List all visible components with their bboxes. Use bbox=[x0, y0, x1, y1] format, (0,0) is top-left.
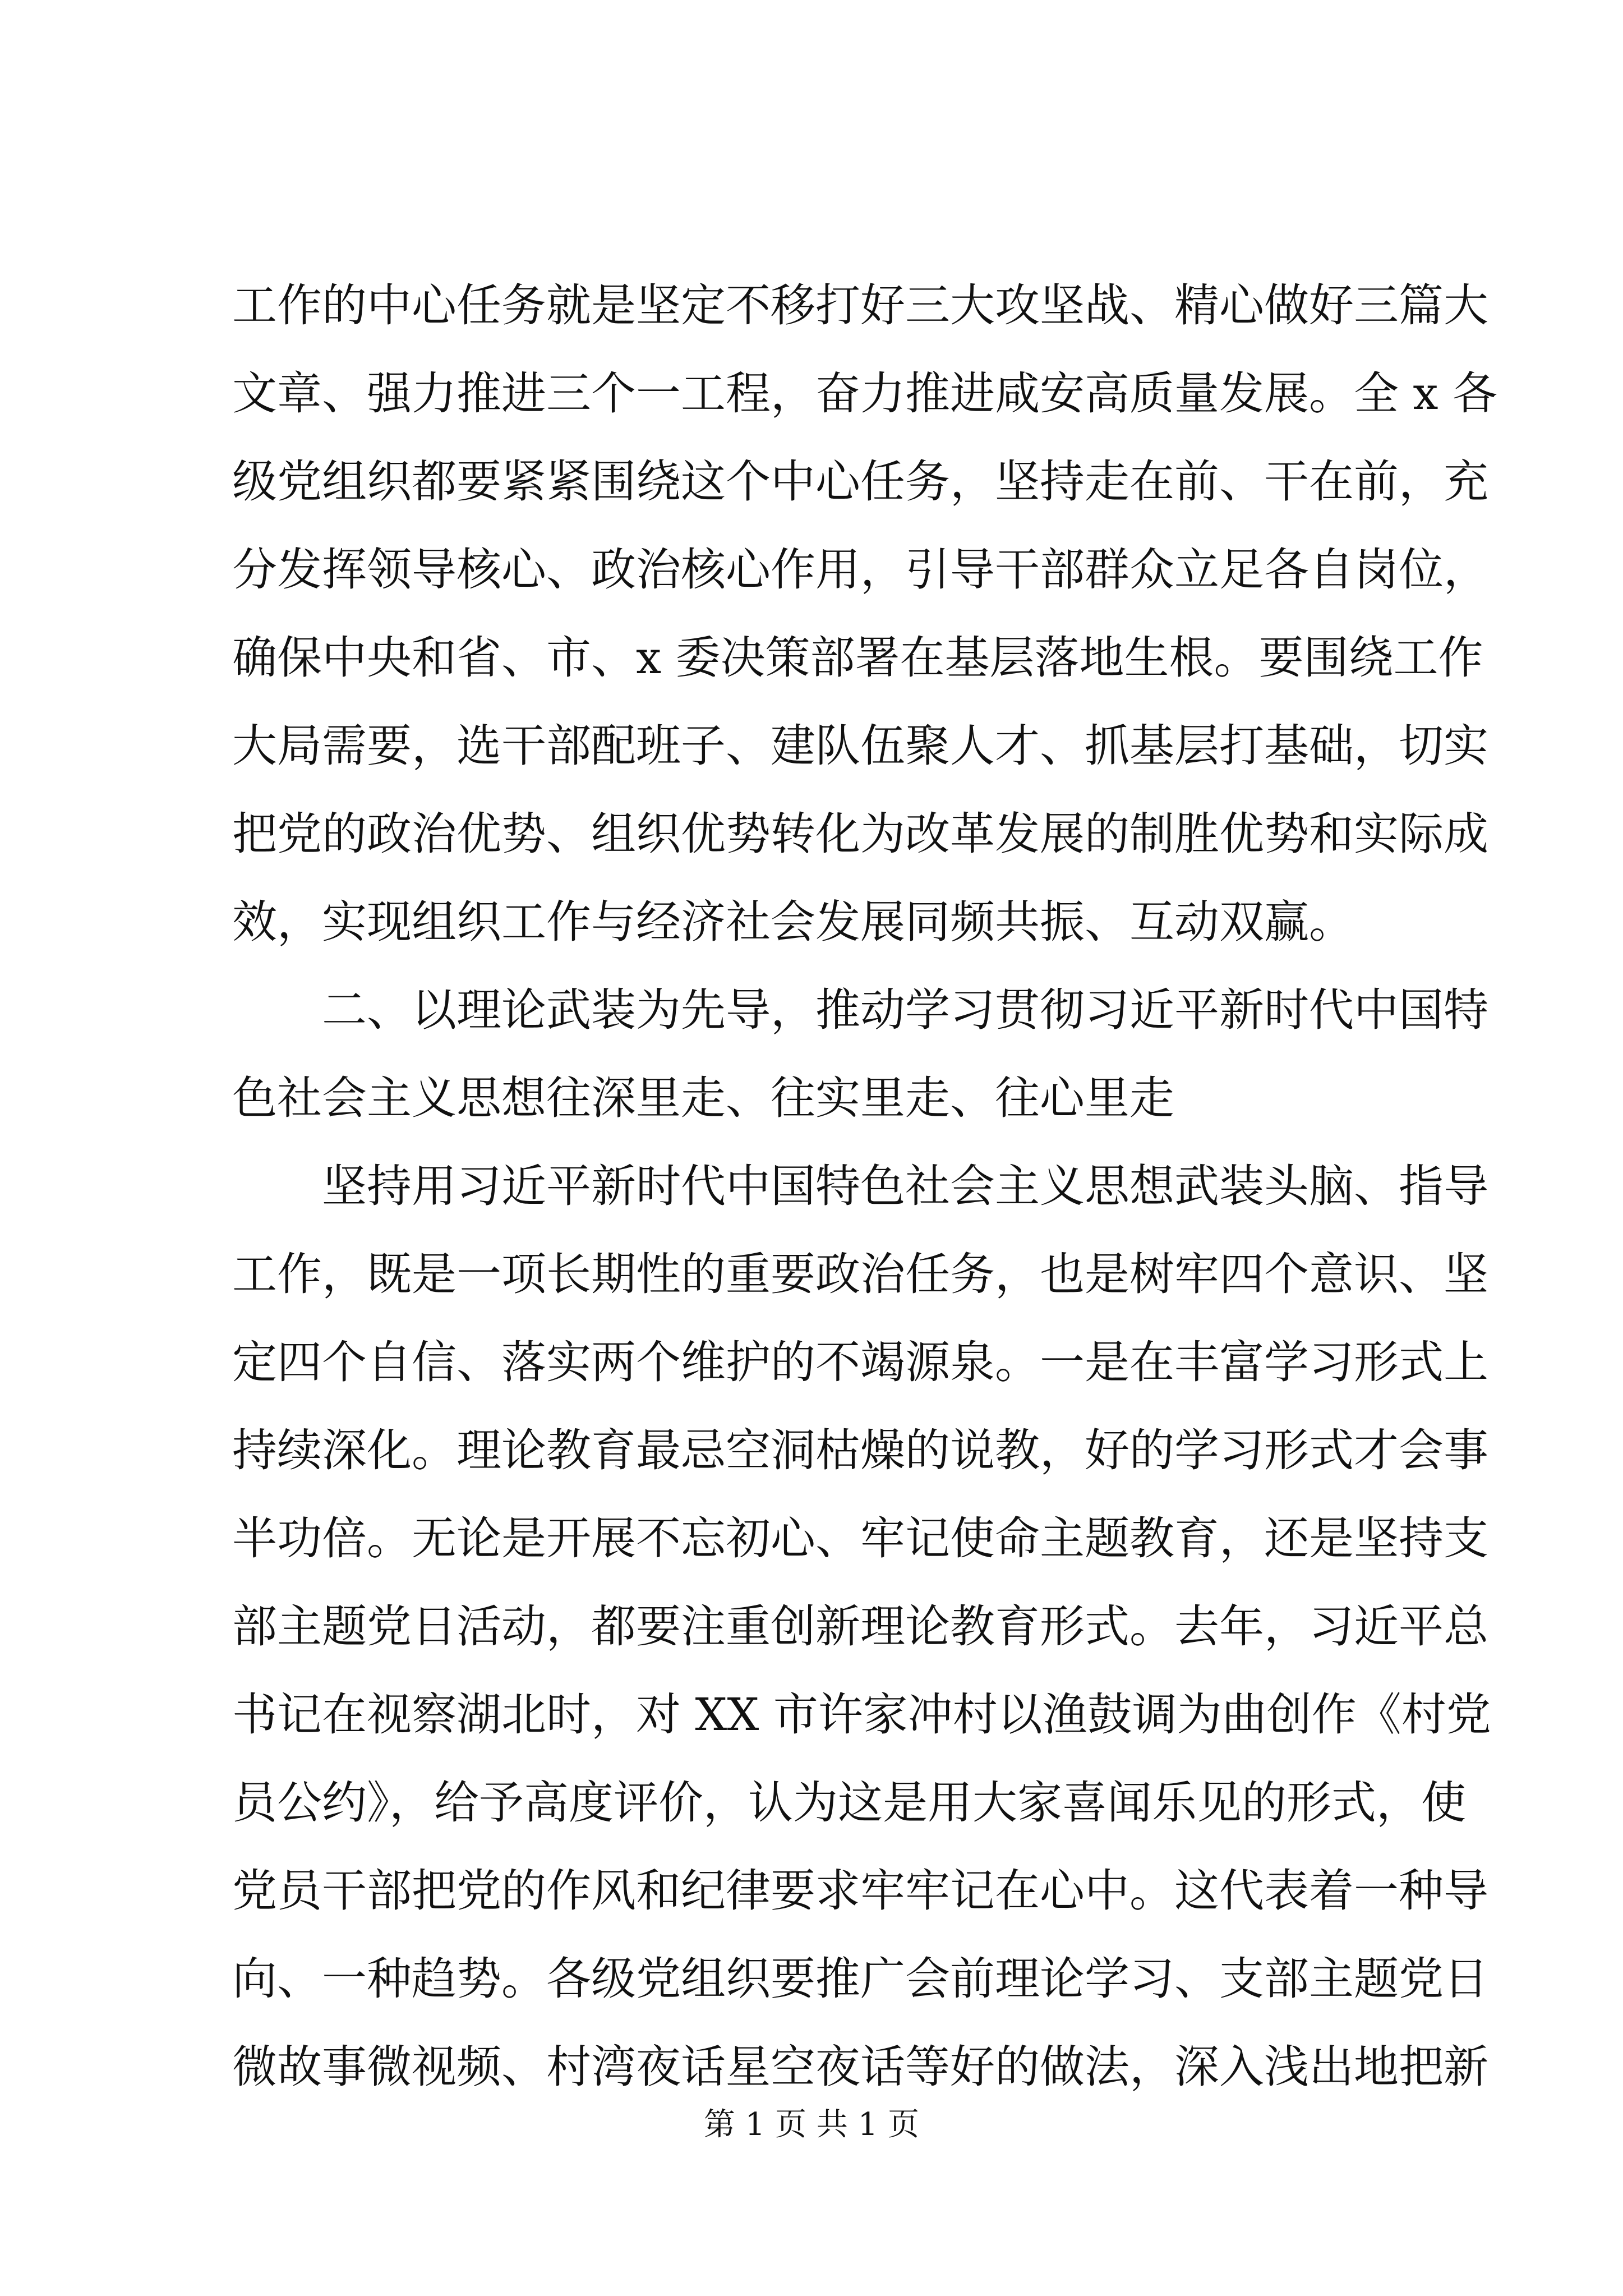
text-line: 部主题党日活动，都要注重创新理论教育形式。去年，习近平总 bbox=[232, 1600, 1488, 1653]
text-line: 员公约》，给予高度评价，认为这是用大家喜闻乐见的形式，使 bbox=[232, 1777, 1466, 1829]
text-line: 确保中央和省、市、x 委决策部署在基层落地生根。要围绕工作 bbox=[232, 632, 1483, 684]
page-footer: 第 1 页 共 1 页 bbox=[703, 2106, 920, 2143]
text-line: 党员干部把党的作风和纪律要求牢牢记在心中。这代表着一种导 bbox=[232, 1865, 1488, 1917]
text-line: 工作，既是一项长期性的重要政治任务，也是树牢四个意识、坚 bbox=[232, 1248, 1488, 1300]
text-line: 分发挥领导核心、政治核心作用，引导干部群众立足各自岗位， bbox=[232, 544, 1488, 596]
text-line: 定四个自信、落实两个维护的不竭源泉。一是在丰富学习形式上 bbox=[232, 1336, 1488, 1388]
text-line: 级党组织都要紧紧围绕这个中心任务，坚持走在前、干在前，充 bbox=[232, 455, 1488, 508]
text-line: 把党的政治优势、组织优势转化为改革发展的制胜优势和实际成 bbox=[232, 808, 1488, 860]
text-line: 向、一种趋势。各级党组织要推广会前理论学习、支部主题党日 bbox=[232, 1953, 1488, 2005]
text-line: 半功倍。无论是开展不忘初心、牢记使命主题教育，还是坚持支 bbox=[232, 1512, 1488, 1565]
text-line: 工作的中心任务就是坚定不移打好三大攻坚战、精心做好三篇大 bbox=[232, 279, 1488, 332]
text-line: 坚持用习近平新时代中国特色社会主义思想武装头脑、指导 bbox=[232, 1160, 1488, 1212]
section-heading-line: 色社会主义思想往深里走、往实里走、往心里走 bbox=[232, 1072, 1174, 1124]
text-line: 大局需要，选干部配班子、建队伍聚人才、抓基层打基础，切实 bbox=[232, 720, 1488, 772]
text-line: 文章、强力推进三个一工程，奋力推进咸安高质量发展。全 x 各 bbox=[232, 367, 1497, 420]
text-line: 书记在视察湖北时，对 XX 市许家冲村以渔鼓调为曲创作《村党 bbox=[232, 1688, 1491, 1741]
text-line: 持续深化。理论教育最忌空洞枯燥的说教，好的学习形式才会事 bbox=[232, 1424, 1488, 1476]
text-line: 微故事微视频、村湾夜话星空夜话等好的做法，深入浅出地把新 bbox=[232, 2041, 1488, 2093]
text-line: 效，实现组织工作与经济社会发展同频共振、互动双赢。 bbox=[232, 896, 1354, 948]
section-heading-line: 二、以理论武装为先导，推动学习贯彻习近平新时代中国特 bbox=[232, 984, 1488, 1036]
